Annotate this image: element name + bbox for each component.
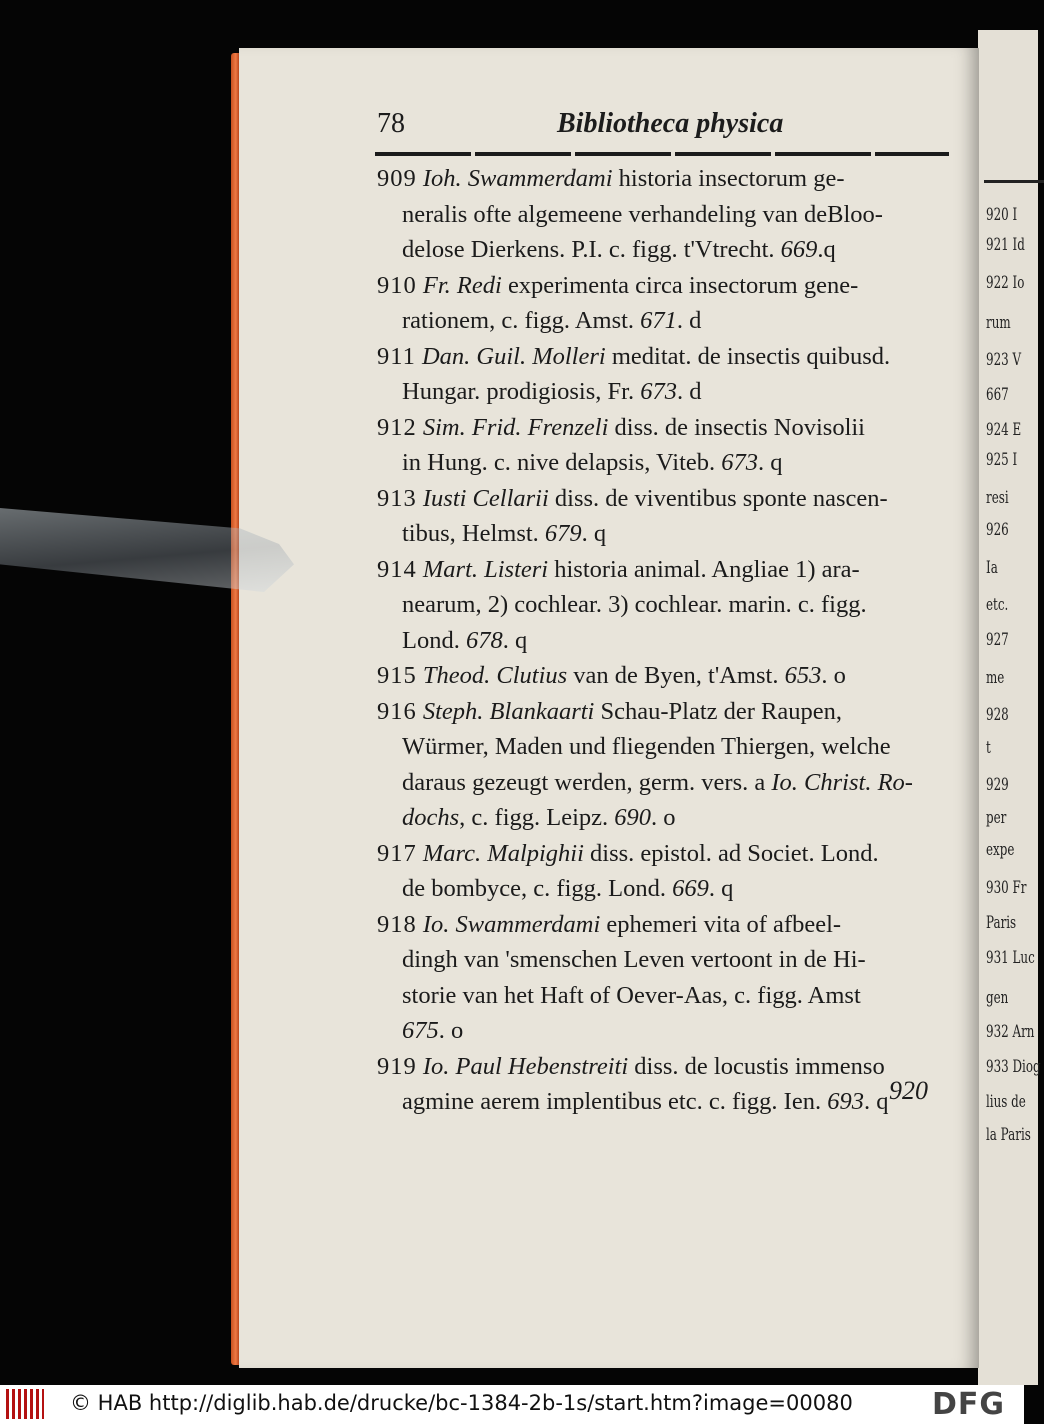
facing-page-fragment-text: rum <box>986 313 1011 333</box>
entry-line <box>377 942 947 978</box>
entry-line <box>377 871 947 907</box>
entry-italic-text: Io. Swammerdami <box>422 910 601 938</box>
entry-text: . d <box>676 378 702 405</box>
facing-page-fragment-text: me <box>986 668 1005 688</box>
facing-page-rule <box>984 180 1044 183</box>
entry-text: .q <box>817 236 836 263</box>
facing-page-fragment <box>978 30 1041 1385</box>
entry-number: 914 <box>377 555 417 583</box>
entry-text: in Hung. c. nive delapsis, Viteb. <box>402 449 722 476</box>
entry-italic-text: 690 <box>614 804 652 831</box>
entry-line <box>377 658 947 694</box>
entry-text: . d <box>676 307 702 334</box>
entry-line <box>377 587 947 623</box>
entry-number: 919 <box>377 1052 417 1080</box>
entry-text: diss. de insectis Novisolii <box>608 413 865 441</box>
facing-page-fragment-text: 921 Id <box>986 235 1025 255</box>
facing-page-fragment-text: 922 Io <box>986 273 1025 293</box>
entry-line <box>377 445 947 481</box>
entry-line <box>377 623 947 659</box>
entry-line <box>377 978 947 1014</box>
entry-text: . q <box>863 1088 889 1115</box>
entry-number: 912 <box>377 413 417 441</box>
entry-italic-text: Marc. Malpighii <box>422 839 584 867</box>
entry-italic-text: 669 <box>780 236 818 263</box>
entry-text: nearum, 2) cochlear. 3) cochlear. marin. c. figg. <box>402 591 867 618</box>
catalog-entry <box>377 552 947 659</box>
entry-italic-text: Mart. Listeri <box>422 555 549 583</box>
facing-page-fragment-text: lius de <box>986 1092 1026 1112</box>
entry-text: delose Dierkens. P.I. c. figg. t'Vtrecht. <box>402 236 781 263</box>
page-number: 78 <box>377 108 405 139</box>
source-credit[interactable]: © HAB http://diglib.hab.de/drucke/bc-1384-2b-1s/start.htm?image=00080 <box>70 1391 853 1415</box>
entry-line <box>377 907 947 943</box>
entry-italic-text: Steph. Blankaarti <box>422 697 595 725</box>
entry-text: . o <box>438 1017 464 1044</box>
facing-page-fragment-text: 926 <box>986 520 1009 540</box>
entry-italic-text: 653 <box>784 662 822 689</box>
entry-number: 915 <box>377 662 417 689</box>
page-header <box>377 108 947 148</box>
entry-number: 913 <box>377 484 417 512</box>
barcode-icon <box>6 1389 44 1419</box>
entry-text: Würmer, Maden und fliegenden Thiergen, welche <box>402 733 891 760</box>
entry-line <box>377 836 947 872</box>
catalog-entries <box>377 161 947 1120</box>
entry-text: van de Byen, t'Amst. <box>567 662 785 689</box>
entry-line <box>377 197 947 233</box>
entry-text: . o <box>651 804 676 831</box>
entry-italic-text: Fr. Redi <box>422 271 502 299</box>
entry-italic-text: Theod. Clutius <box>422 662 568 689</box>
entry-number: 916 <box>377 697 417 725</box>
entry-italic-text: 673 <box>640 378 677 405</box>
entry-italic-text: dochs <box>402 804 460 831</box>
entry-line <box>377 1049 947 1085</box>
facing-page-fragment-text: expe <box>986 840 1015 860</box>
facing-page-fragment-text: gen <box>986 988 1009 1008</box>
entry-text: historia insectorum ge- <box>612 165 845 192</box>
facing-page-fragment-text: t <box>986 738 991 758</box>
entry-text: . q <box>502 626 528 654</box>
entry-line <box>377 161 947 197</box>
entry-text: experimenta circa insectorum gene- <box>501 271 859 299</box>
entry-italic-text: Dan. Guil. Molleri <box>421 342 606 370</box>
entry-italic-text: 678 <box>465 626 503 654</box>
entry-line <box>377 410 947 446</box>
entry-text: . q <box>758 449 783 476</box>
catalog-entry <box>377 694 947 836</box>
facing-page-fragment-text: 929 <box>986 775 1009 795</box>
entry-line <box>377 765 947 801</box>
entry-line <box>377 1084 947 1120</box>
facing-page-fragment-text: 933 Diog <box>986 1057 1041 1077</box>
running-title: Bibliotheca physica <box>557 108 784 139</box>
facing-page-fragment-text: 932 Arn <box>986 1022 1035 1042</box>
entry-italic-text: Io. Christ. Ro- <box>771 768 913 796</box>
facing-page-fragment-text: 930 Fr <box>986 878 1027 898</box>
entry-italic-text: 673 <box>721 449 759 476</box>
entry-text: Schau-Platz der Raupen, <box>594 697 843 725</box>
facing-page-fragment-text: resi <box>986 488 1009 508</box>
entry-italic-text: 679 <box>544 520 582 547</box>
entry-line <box>377 1013 947 1049</box>
entry-text: tibus, Helmst. <box>402 520 545 547</box>
entry-italic-text: 669 <box>672 875 709 902</box>
entry-line <box>377 232 947 268</box>
entry-line <box>377 374 947 410</box>
catchword: 920 <box>889 1076 928 1105</box>
entry-italic-text: Sim. Frid. Frenzeli <box>422 413 609 441</box>
entry-italic-text: 675 <box>402 1017 439 1044</box>
facing-page-fragment-text: 928 <box>986 705 1009 725</box>
entry-text: daraus gezeugt werden, germ. vers. a <box>402 768 772 796</box>
facing-page-fragment-text: Ia <box>986 558 998 578</box>
entry-number: 909 <box>377 165 417 192</box>
facing-page-fragment-text: 925 I <box>986 450 1018 470</box>
entry-number: 918 <box>377 910 417 938</box>
entry-text: de bombyce, c. figg. Lond. <box>402 875 673 902</box>
facing-page-fragment-text: Paris <box>986 913 1017 933</box>
entry-text: historia animal. Angliae 1) ara- <box>548 555 860 583</box>
book-page <box>239 48 979 1368</box>
entry-text: Lond. <box>402 626 466 654</box>
entry-text: . o <box>821 662 846 689</box>
entry-line <box>377 339 947 375</box>
facing-page-fragment-text: 927 <box>986 630 1009 650</box>
catalog-entry <box>377 1049 947 1120</box>
entry-text: meditat. de insectis quibusd. <box>605 342 891 370</box>
entry-text: diss. de viventibus sponte nascen- <box>548 484 888 512</box>
entry-text: neralis ofte algemeene verhandeling van deBloo- <box>402 200 883 228</box>
facing-page-fragment-text: 924 E <box>986 420 1022 440</box>
catalog-entry <box>377 410 947 481</box>
entry-text: ephemeri vita of afbeel- <box>600 910 842 938</box>
page-edge <box>231 53 239 1365</box>
catalog-entry <box>377 907 947 1049</box>
entry-italic-text: Io. Paul Hebenstreiti <box>422 1052 629 1080</box>
catalog-entry <box>377 481 947 552</box>
facing-page-fragment-text: per <box>986 808 1007 828</box>
entry-italic-text: 693 <box>827 1088 864 1115</box>
entry-text: dingh van 'smenschen Leven vertoont in de Hi- <box>402 946 866 973</box>
entry-line <box>377 552 947 588</box>
entry-text: . q <box>708 875 734 902</box>
entry-line <box>377 800 947 836</box>
entry-italic-text: 671 <box>640 307 677 334</box>
entry-line <box>377 268 947 304</box>
header-rule <box>375 152 949 156</box>
facing-page-fragment-text: la Paris <box>986 1125 1031 1145</box>
entry-number: 917 <box>377 839 417 867</box>
entry-text: , c. figg. Leipz. <box>459 804 615 831</box>
entry-line <box>377 694 947 730</box>
entry-number: 910 <box>377 271 417 299</box>
entry-text: storie van het Haft of Oever-Aas, c. figg. Amst <box>402 981 861 1009</box>
entry-text: diss. epistol. ad Societ. Lond. <box>583 839 879 867</box>
catalog-entry <box>377 658 947 694</box>
facing-page-fragment-text: etc. <box>986 595 1009 615</box>
facing-page-fragment-text: 667 <box>986 385 1009 405</box>
catalog-entry <box>377 268 947 339</box>
entry-text: diss. de locustis immenso <box>628 1052 885 1080</box>
facing-page-fragment-text: 923 V <box>986 350 1022 370</box>
facing-page-fragment-text: 920 I <box>986 205 1018 225</box>
entry-line <box>377 303 947 339</box>
entry-number: 911 <box>377 342 416 370</box>
entry-line <box>377 729 947 765</box>
catalog-entry <box>377 339 947 410</box>
facing-page-fragment-text: 931 Luc <box>986 948 1035 968</box>
viewer-footer <box>0 1385 1024 1424</box>
entry-italic-text: Iusti Cellarii <box>422 484 549 512</box>
entry-text: rationem, c. figg. Amst. <box>402 307 641 334</box>
catalog-entry <box>377 161 947 268</box>
entry-text: Hungar. prodigiosis, Fr. <box>402 378 641 405</box>
entry-line <box>377 481 947 517</box>
catalog-entry <box>377 836 947 907</box>
dfg-logo: DFG <box>932 1387 1006 1422</box>
entry-line <box>377 516 947 552</box>
entry-italic-text: Ioh. Swammerdami <box>422 165 613 192</box>
entry-text: . q <box>581 520 607 547</box>
entry-text: agmine aerem implentibus etc. c. figg. Ien. <box>402 1088 828 1115</box>
